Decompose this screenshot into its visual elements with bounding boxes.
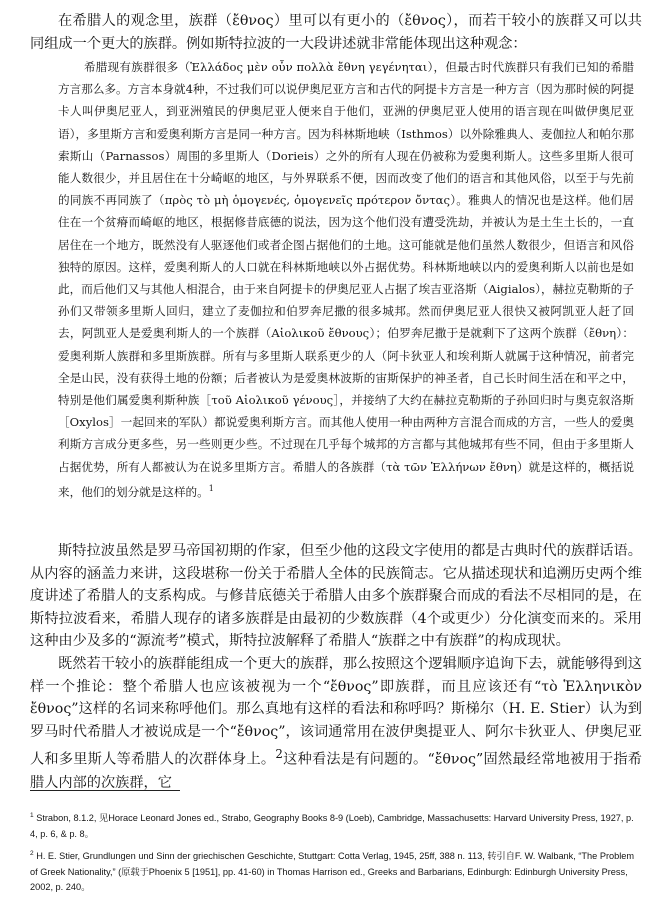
footnote-ref-2[interactable]: 2 — [275, 747, 283, 762]
footnote-divider — [30, 790, 180, 791]
footnote-ref-1[interactable]: 1 — [208, 483, 214, 493]
argument-paragraph: 既然若干较小的族群能组成一个更大的族群，那么按照这个逻辑顺序追询下去，就能够得到这样一个推论：整个希腊人也应该被视为一个“ἔθνος”即族群，而且应该还有“τὸ Ἑλληνικὸν ἔθνος”这样的名词来称呼他们。那么真地有这样的看法和称呼吗？斯梯尔（H. E. Stier）认为到罗马时代希腊人才被说成是一个“ἔθνος”，该词通常用在波伊奥提亚人、阿尔卡狄亚人、伊奥尼亚人和多里斯人等希腊人的次群体身上。$^2$这种看法是有问题的。“ἔθνος”固然最经常地被用于指希腊人内部的次族群，它 — [30, 656, 642, 791]
footnote-2 — [30, 846, 642, 896]
footnote-number: 2 — [30, 850, 34, 857]
footnote-text: H. E. Stier, Grundlungen und Sinn der griechischen Geschichte, Stuttgart: Cotta Verlag, 1945, 25ff, 388 n. 113, 转引自F. W. Walbank, “The Problem of Greek Nationality,” (原载于Phoenix 5 [1951], pp. 41-60) in Thomas Harrison ed., Greeks and Barbarians, Edinburgh: Edinburgh University Press, 2002, p. 240。 — [30, 851, 635, 893]
intro-paragraph: 在希腊人的观念里，族群（ἔθνος）里可以有更小的（ἔθνος），而若干较小的族群又可以共同组成一个更大的族群。例如斯特拉波的一大段讲述就非常能体现出这种观念： — [30, 13, 642, 52]
strabo-quotation: 希腊现有族群很多（Ἑλλάδος μὲν οὖν πολλὰ ἔθνη γεγένηται），但最古时代族群只有我们已知的希腊方言那么多。方言本身就4种，不过我们可以说伊奥尼亚方言和古代的阿提卡方言是一种方言（因为那时候的阿提卡人叫伊奥尼亚人，到亚洲殖民的伊奥尼亚人便来自于他们，亚洲的伊奥尼亚人使用的语言现在叫做伊奥尼亚语），多里斯方言和爱奥利斯方言是同一种方言。因为科林斯地峡（Isthmos）以外除雅典人、麦伽拉人和帕尔那索斯山（Parnassos）周围的多里斯人（Dorieis）之外的所有人现在仍被称为爱奥利斯人。这些多里斯人很可能人数很少，并且居住在十分崎岖的地区，与外界联系不便，因而改变了他们的语言和其他风俗，以至于与先前的同族不再同族了（πρὸς τὸ μὴ ὁμογενές, ὁμογενεῖς πρότερον ὄντας）。雅典人的情况也是这样。他们居住在一个贫瘠而崎岖的地区，根据修昔底德的说法，因为这个他们没有遭受洗劫，并被认为是土生土长的，一直居住在一个地方，既然没有人驱逐他们或者企图占据他们的土地。这可能就是他们虽然人数很少，但语言和风俗独特的原因。这样，爱奥利斯人的人口就在科林斯地峡以外占据优势。科林斯地峡以内的爱奥利斯人以前也是如此，而后他们又与其他人相混合，由于来自阿提卡的伊奥尼亚人占据了埃吉亚洛斯（Aigialos），赫拉克勒斯的子孙们又带领多里斯人回归，建立了麦伽拉和伯罗奔尼撒的很多城邦。然而伊奥尼亚人很快又被阿凯亚人赶了回去，阿凯亚人是爱奥利斯人的一个族群（Αἰολικοῦ ἔθνους）；伯罗奔尼撒于是就剩下了这两个族群（ἔθνη）：爱奥利斯人族群和多里斯族群。所有与多里斯人联系更少的人（阿卡狄亚人和埃利斯人就属于这种情况，前者完全是山民，没有获得土地的份额；后者被认为是爱奥林波斯的宙斯保护的神圣者，自己长时间生活在和平之中，特别是他们属爱奥利斯种族［τοῦ Αἰολικοῦ γένους］，并接纳了大约在赫拉克勒斯的子孙回归时与奥克叙洛斯［Oxylos］一起回来的军队）都说爱奥利斯方言。而其他人使用一种由两种方言混合而成的方言，一些人的爱奥利斯方言成分更多些，另一些则更少些。不过现在几乎每个城邦的方言都与其他城邦有些不同，但由于多里斯人占据优势，所有人都被认为在说多里斯方言。希腊人的各族群（τὰ τῶν Ἑλλήνων ἔθνη）就是这样的，概括说来，他们的划分就是这样的。$^1$ — [58, 60, 634, 499]
footnote-number: 1 — [30, 812, 34, 819]
footnote-1 — [30, 808, 642, 842]
footnote-text: Strabon, 8.1.2, 见Horace Leonard Jones ed., Strabo, Geography Books 8-9 (Loeb), Cambridge, Massachusetts: Harvard University Press, 1927, p. 4, p. 6, & p. 8。 — [30, 813, 634, 839]
analysis-paragraph: 斯特拉波虽然是罗马帝国初期的作家，但至少他的这段文字使用的都是古典时代的族群话语。从内容的涵盖力来讲，这段堪称一份关于希腊人全体的民族简志。它从描述现状和追溯历史两个维度讲述了希腊人的支系构成。与修昔底德关于希腊人由多个族群聚合而成的看法不尽相同的是，在斯特拉波看来，希腊人现存的诸多族群是由最初的少数族群（4个或更少）分化演变而来的。采用这种由少及多的“源流考”模式，斯特拉波解释了希腊人“族群之中有族群”的构成现状。 — [30, 543, 642, 650]
